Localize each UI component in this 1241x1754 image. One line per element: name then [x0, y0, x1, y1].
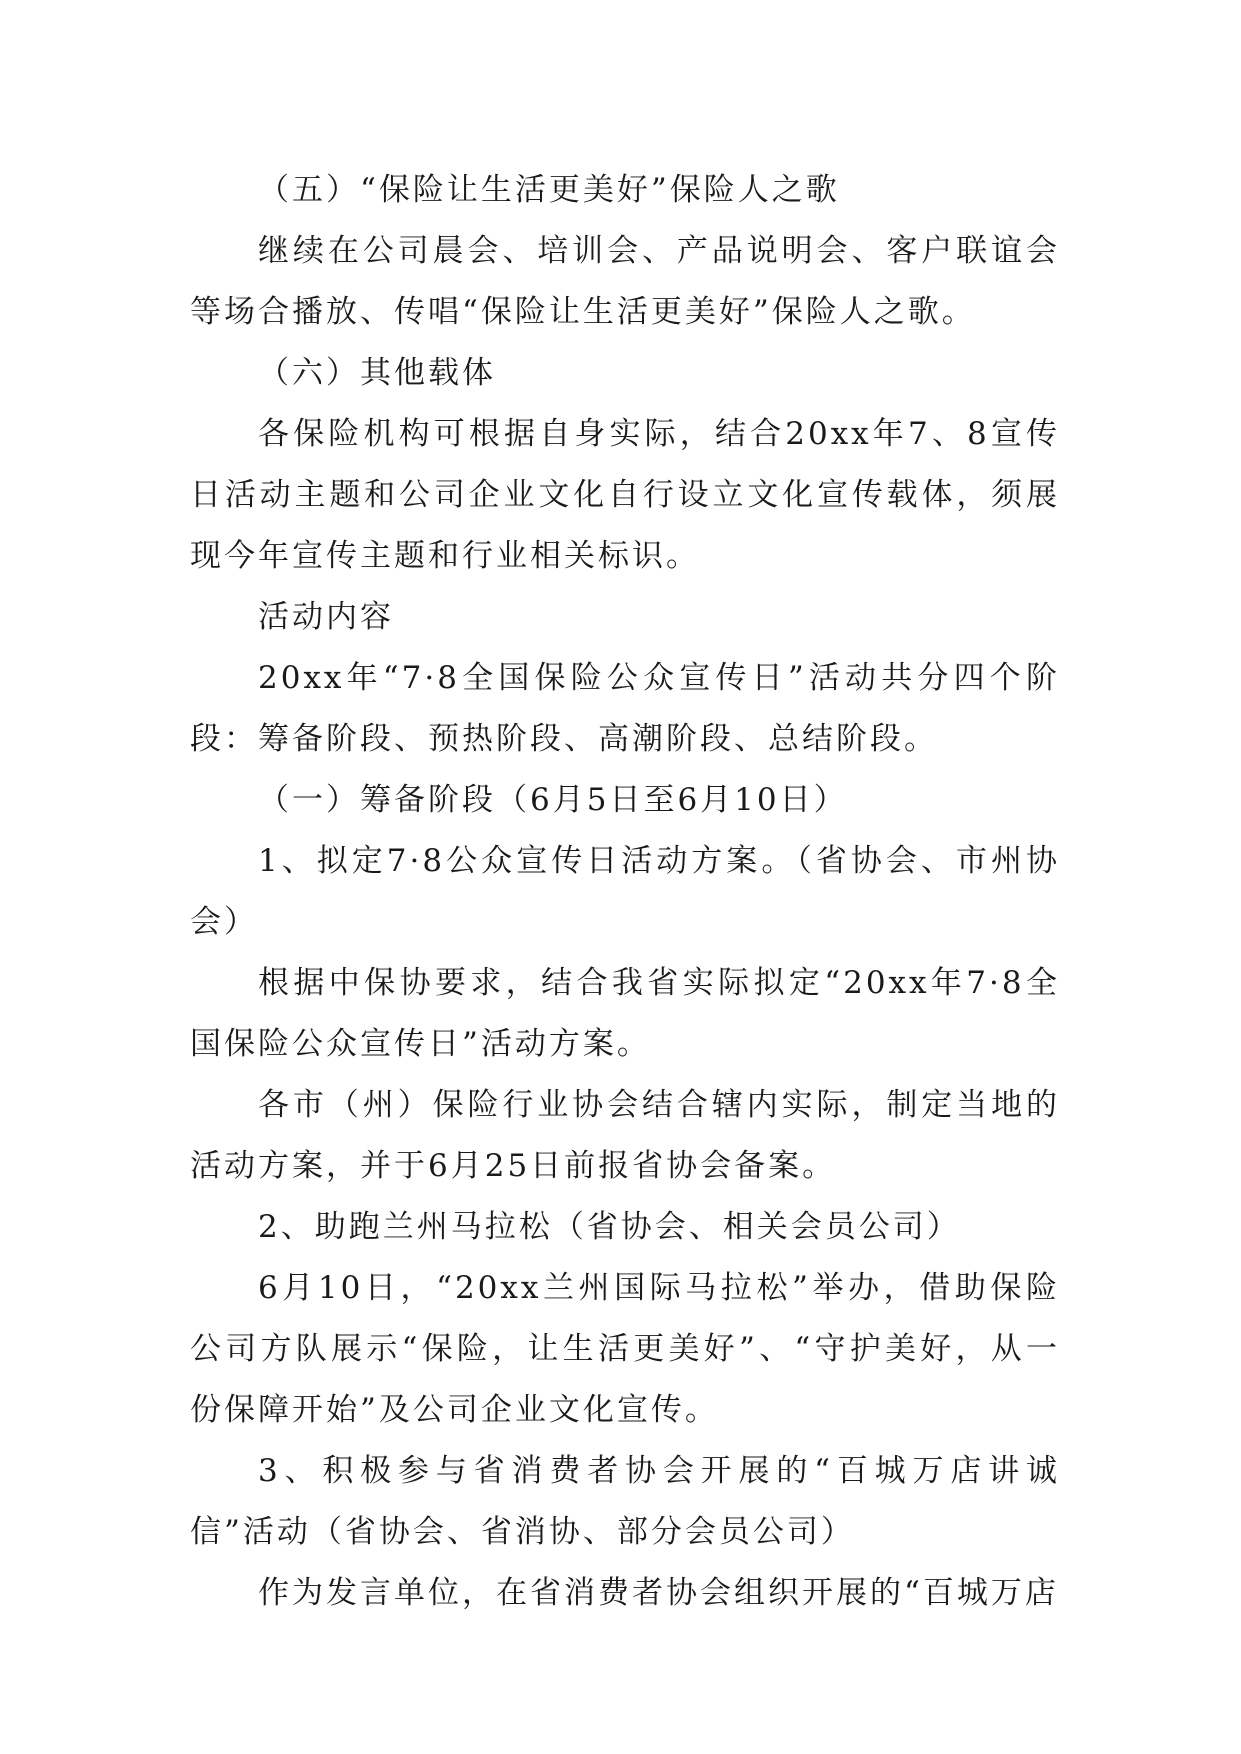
paragraph-city-associations: 各市（州）保险行业协会结合辖内实际，制定当地的活动方案，并于6月25日前报省协会备案。 [190, 1087, 1060, 1184]
item-integrity-campaign: 3、积极参与省消费者协会开展的“百城万店讲诚信”活动（省协会、省消协、部分会员公司） [190, 1453, 1060, 1550]
paragraph-plan-requirements: 根据中保协要求，结合我省实际拟定“20xx年7·8全国保险公众宣传日”活动方案。 [190, 965, 1060, 1062]
paragraph-other-carriers: 各保险机构可根据自身实际，结合20xx年7、8宣传日活动主题和公司企业文化自行设立文化宣传载体，须展现今年宣传主题和行业相关标识。 [190, 416, 1060, 574]
item-marathon: 2、助跑兰州马拉松（省协会、相关会员公司） [258, 1209, 961, 1245]
paragraph-marathon: 6月10日，“20xx兰州国际马拉松”举办，借助保险公司方队展示“保险，让生活更美好”、“守护美好，从一份保障开始”及公司企业文化宣传。 [190, 1270, 1060, 1428]
section-heading-preparation-stage: （一）筹备阶段（6月5日至6月10日） [258, 782, 848, 818]
document-body [190, 160, 1060, 1624]
item-draft-plan: 1、拟定7·8公众宣传日活动方案。（省协会、市州协会） [190, 843, 1060, 940]
paragraph-four-stages: 20xx年“7·8全国保险公众宣传日”活动共分四个阶段：筹备阶段、预热阶段、高潮阶段、总结阶段。 [190, 660, 1060, 757]
paragraph-song: 继续在公司晨会、培训会、产品说明会、客户联谊会等场合播放、传唱“保险让生活更美好”保险人之歌。 [190, 233, 1060, 330]
section-heading-activity-content: 活动内容 [258, 599, 394, 635]
paragraph-speaker-unit: 作为发言单位，在省消费者协会组织开展的“百城万店 [258, 1575, 1059, 1611]
section-heading-six: （六）其他载体 [258, 355, 496, 391]
section-heading-five: （五）“保险让生活更美好”保险人之歌 [258, 172, 840, 208]
